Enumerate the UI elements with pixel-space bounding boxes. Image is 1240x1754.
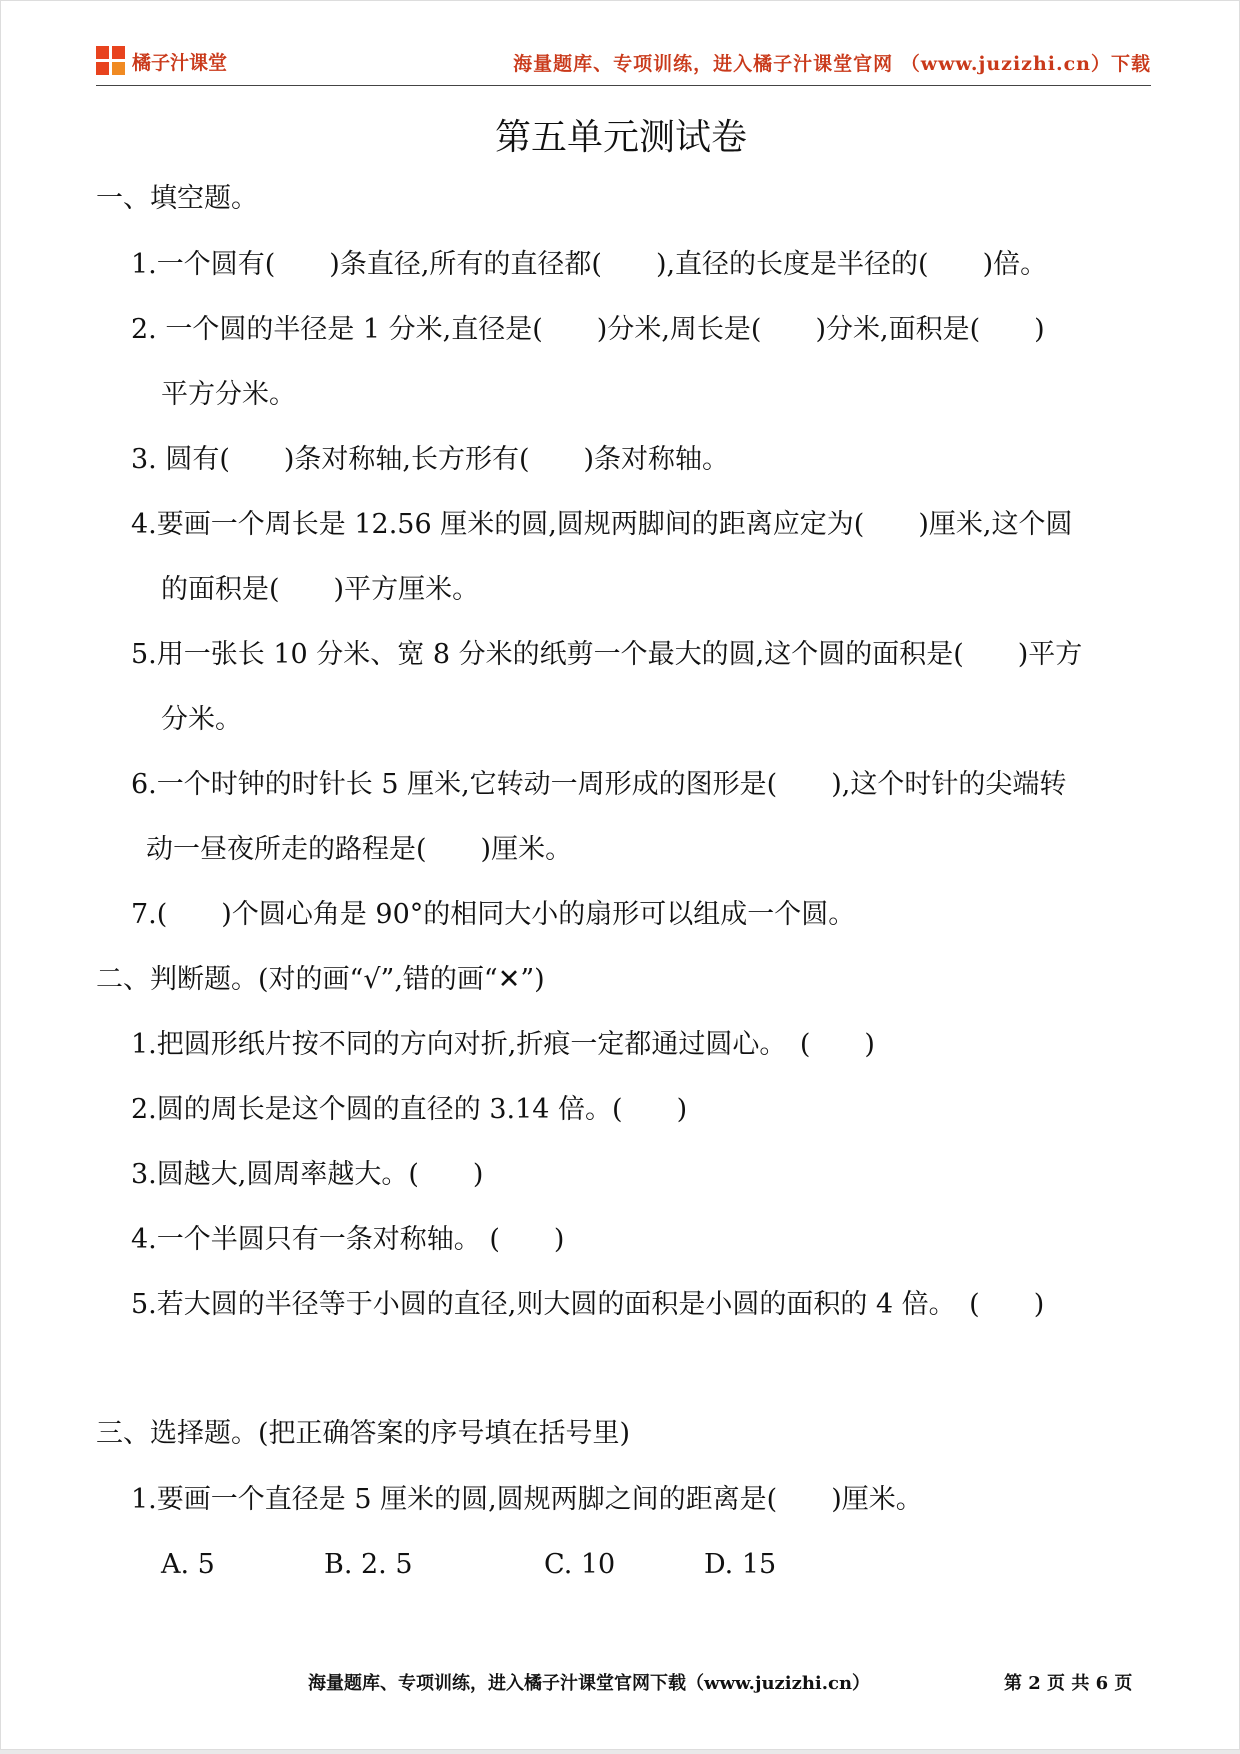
question-line: 平方分米。 (161, 379, 296, 410)
question-line: 2. 一个圆的半径是 1 分米,直径是( )分米,周长是( )分米,面积是( ) (131, 314, 1045, 345)
question-line: 3. 圆有( )条对称轴,长方形有( )条对称轴。 (131, 444, 730, 475)
logo-text: 橘子汁课堂 (132, 51, 228, 74)
choice-option-c: C. 10 (544, 1549, 616, 1580)
question-line: 4.要画一个周长是 12.56 厘米的圆,圆规两脚间的距离应定为( )厘米,这个圆 (131, 509, 1073, 540)
page-header (96, 45, 1151, 86)
question-line: 4.一个半圆只有一条对称轴。 ( ) (131, 1224, 565, 1255)
question-line: 7.( )个圆心角是 90°的相同大小的扇形可以组成一个圆。 (131, 899, 856, 930)
logo-icon (96, 46, 126, 76)
page-number: 第 2 页 共 6 页 (1004, 1673, 1133, 1694)
question-line: 5.用一张长 10 分米、宽 8 分米的纸剪一个最大的圆,这个圆的面积是( )平方 (131, 639, 1083, 670)
footer-slogan: 海量题库、专项训练，进入橘子汁课堂官网下载（www.juzizhi.cn） (308, 1673, 871, 1694)
question-line: 5.若大圆的半径等于小圆的直径,则大圆的面积是小圆的面积的 4 倍。 ( ) (131, 1289, 1045, 1320)
section-heading-multiple-choice: 三、选择题。(把正确答案的序号填在括号里) (96, 1418, 631, 1449)
choice-option-b: B. 2. 5 (324, 1549, 413, 1580)
section-heading-fill-blank: 一、填空题。 (96, 183, 258, 214)
question-line: 的面积是( )平方厘米。 (161, 574, 480, 605)
question-line: 1.把圆形纸片按不同的方向对折,折痕一定都通过圆心。 ( ) (131, 1029, 875, 1060)
question-line: 1.要画一个直径是 5 厘米的圆,圆规两脚之间的距离是( )厘米。 (131, 1484, 923, 1515)
choice-option-d: D. 15 (704, 1549, 777, 1580)
section-heading-true-false: 二、判断题。(对的画“√”,错的画“✕”) (96, 964, 545, 995)
header-slogan: 海量题库、专项训练，进入橘子汁课堂官网 （www.juzizhi.cn）下载 (513, 53, 1151, 75)
brand-logo (96, 45, 227, 77)
question-line: 2.圆的周长是这个圆的直径的 3.14 倍。( ) (131, 1094, 688, 1125)
question-line: 6.一个时钟的时针长 5 厘米,它转动一周形成的图形是( ),这个时针的尖端转 (131, 769, 1067, 800)
choice-option-a: A. 5 (161, 1549, 215, 1580)
page-title: 第五单元测试卷 (494, 117, 747, 158)
question-line: 分米。 (161, 704, 242, 735)
question-line: 动一昼夜所走的路程是( )厘米。 (146, 834, 573, 865)
question-line: 1.一个圆有( )条直径,所有的直径都( ),直径的长度是半径的( )倍。 (131, 249, 1048, 280)
question-line: 3.圆越大,圆周率越大。( ) (131, 1159, 484, 1190)
